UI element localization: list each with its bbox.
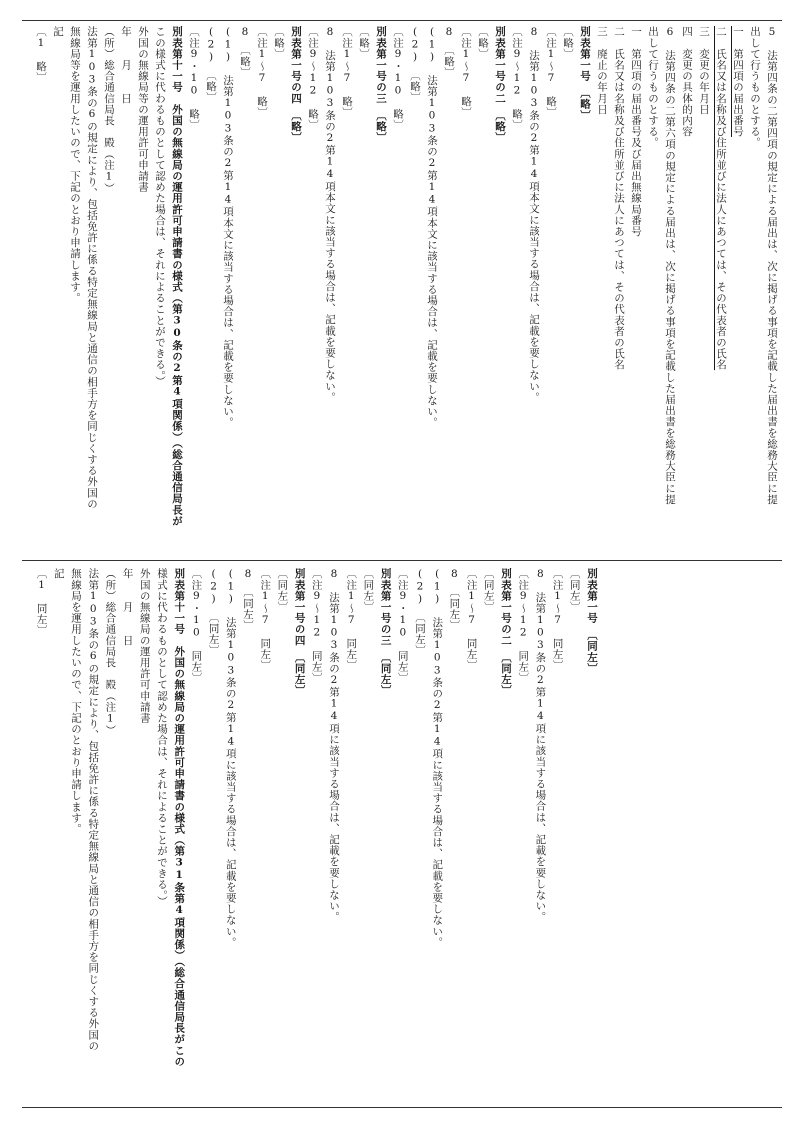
text-line: 8 〔同左〕	[448, 568, 461, 631]
text-line: 別表第一号 〔略〕	[579, 26, 591, 121]
text-line: 記	[52, 26, 64, 38]
text-line: 8 法第103条の2第14項本文に該当する場合は、記載を要しない。	[528, 26, 540, 403]
text-line: 記	[52, 568, 65, 580]
text-line: 無線局等を運用したいので、下記のとおり申請します。	[69, 26, 81, 304]
text-line: (2) 〔略〕	[409, 26, 421, 103]
text-line: 〔注9～12 略〕	[511, 26, 523, 131]
text-line: (1) 法第103条の2第14項本文に該当する場合は、記載を要しない。	[426, 26, 438, 428]
text-line: 年 月 日	[120, 26, 132, 104]
text-line: 〔注9・10 略〕	[188, 26, 200, 131]
text-line: (1) 法第103条の2第14項に該当する場合は、記載を要しない。	[224, 568, 237, 948]
text-line: 一 第四項の届出番号	[732, 26, 744, 137]
text-line: 6 法第四条の二第六項の規定による届出は、次に掲げる事項を記載した届出書を総務大臣に提	[664, 26, 676, 505]
text-line: 〔注9・10 同左〕	[190, 568, 203, 684]
text-line: 外国の無線局等の運用許可申請書	[137, 26, 149, 193]
text-line: 〔1 同左〕	[35, 568, 48, 637]
text-line: 8 〔略〕	[443, 26, 455, 78]
text-line: 〔注9～12 同左〕	[310, 568, 323, 684]
text-line: 〔注1～7 同左〕	[465, 568, 478, 671]
text-line: 〔同左〕	[482, 568, 495, 613]
text-line: 二 氏名又は名称及び住所並びに法人にあつては、その代表者の氏名	[715, 26, 727, 371]
text-line: 〔注1～7 同左〕	[345, 568, 358, 671]
text-line: 〔注1～7 略〕	[460, 26, 472, 118]
text-line: （所）総合通信局長 殿（注1）	[104, 568, 117, 736]
text-line: 別表第一号の四 〔同左〕	[293, 568, 306, 696]
text-line: 8 法第103条の2第14項に該当する場合は、記載を要しない。	[328, 568, 340, 923]
text-line: 外国の無線局の運用許可申請書	[138, 568, 151, 724]
text-line: 〔注9・10 同左〕	[396, 568, 409, 684]
text-line: 〔略〕	[477, 26, 489, 60]
text-line: 5 法第四条の二第四項の規定による届出は、次に掲げる事項を記載した届出書を総務大臣に提	[766, 26, 778, 505]
text-line: 〔略〕	[273, 26, 285, 60]
text-line: 三 廃止の年月日	[596, 26, 608, 115]
text-line: 出して行うものとする。	[647, 26, 659, 149]
text-line: 〔略〕	[562, 26, 574, 60]
text-line: 別表第一号の二 〔同左〕	[500, 568, 512, 696]
text-line: 別表第一号 〔同左〕	[586, 568, 598, 674]
current-text-panel	[0, 568, 799, 1102]
text-line: 三 変更の年月日	[698, 26, 710, 115]
text-line: 8 法第103条の2第14項に該当する場合は、記載を要しない。	[534, 568, 547, 923]
text-line: 〔同左〕	[362, 568, 375, 613]
text-line: 〔同左〕	[276, 568, 289, 613]
text-line: 別表第十一号 外国の無線局の運用許可申請書の様式（第31条第4項関係）（総合通信局長がこの	[173, 568, 186, 1067]
text-line: （所）総合通信局長 殿（注1）	[103, 26, 115, 194]
top-border	[22, 20, 782, 21]
bottom-border	[22, 1107, 782, 1108]
text-line: 8 法第103条の2第14項本文に該当する場合は、記載を要しない。	[324, 26, 336, 403]
text-line: 別表第一号の四 〔略〕	[290, 26, 302, 143]
text-line: この様式に代わるものとして認めた場合は、それによることができる。）	[154, 26, 166, 388]
text-line: 法第103条の6の規定により、包括免許に係る特定無線局と通信の相手方を同じくする外国の	[87, 568, 100, 1052]
text-line: 〔注1～7 略〕	[256, 26, 268, 118]
text-line: (1) 法第103条の2第14項本文に該当する場合は、記載を要しない。	[222, 26, 234, 428]
text-line: 8 〔同左〕	[242, 568, 254, 631]
text-line: 〔注1～7 同左〕	[551, 568, 564, 671]
text-line: 様式に代わるものとして認めた場合は、それによることができる。）	[156, 568, 168, 907]
revised-text-panel	[0, 26, 799, 556]
text-line: 四 変更の具体的内容	[681, 26, 693, 137]
text-line: 〔略〕	[358, 26, 370, 60]
text-line: 無線局を運用したいので、下記のとおり申請します。	[70, 568, 82, 835]
middle-divider	[22, 560, 782, 561]
text-line: 〔注9・10 略〕	[392, 26, 404, 131]
text-line: 〔注1～7 略〕	[545, 26, 557, 118]
text-line: 別表第十一号 外国の無線局の運用許可申請書の様式（第30条の2第4項関係）（総合通信局長が	[171, 26, 183, 527]
text-line: 〔注1～7 同左〕	[259, 568, 272, 671]
text-line: 〔注9～12 同左〕	[517, 568, 530, 684]
text-line: 出して行うものとする。	[749, 26, 761, 149]
text-line: (2) 〔同左〕	[414, 568, 426, 657]
text-line: 〔同左〕	[568, 568, 581, 613]
text-line: 〔1 略〕	[35, 26, 47, 83]
text-line: 別表第一号の三 〔略〕	[375, 26, 387, 143]
text-line: (1) 法第103条の2第14項に該当する場合は、記載を要しない。	[431, 568, 444, 948]
text-line: 法第103条の6の規定により、包括免許に係る特定無線局と通信の相手方を同じくする外国の	[86, 26, 98, 510]
text-line: 年 月 日	[121, 568, 134, 646]
text-line: 別表第一号の二 〔略〕	[494, 26, 506, 143]
text-line: 〔注9～12 略〕	[307, 26, 319, 131]
text-line: 別表第一号の三 〔同左〕	[379, 568, 392, 696]
text-line: (2) 〔略〕	[205, 26, 217, 103]
text-line: (2) 〔同左〕	[207, 568, 220, 657]
text-line: 二 氏名又は名称及び住所並びに法人にあつては、その代表者の氏名	[613, 26, 625, 371]
text-line: 一 第四項の届出番号及び届出無線局番号	[630, 26, 642, 237]
text-line: 8 〔略〕	[239, 26, 251, 78]
text-line: 〔注1～7 略〕	[341, 26, 353, 118]
